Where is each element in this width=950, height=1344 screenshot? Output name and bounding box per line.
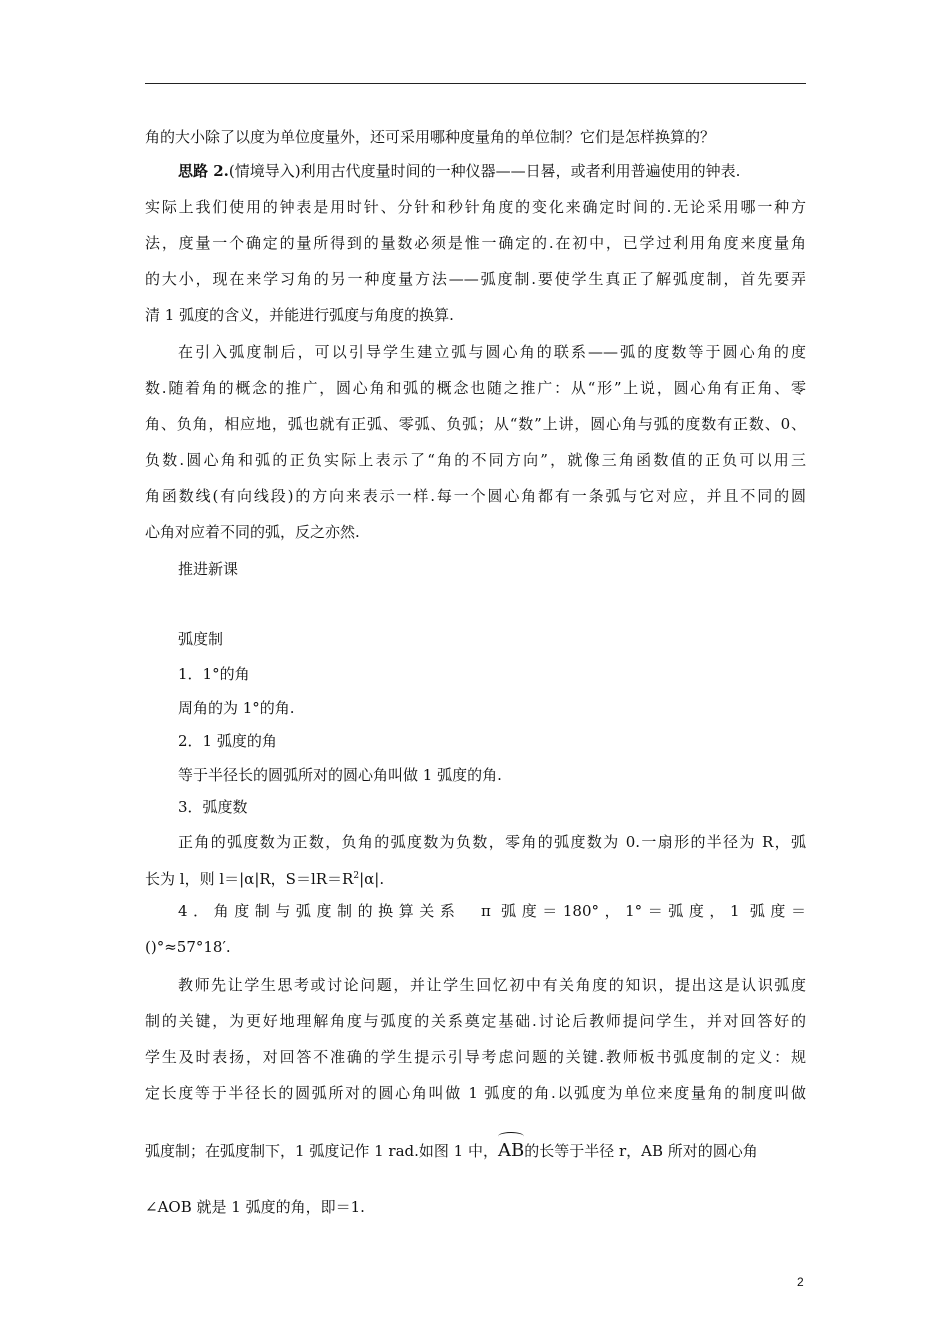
text-line: 周角的为 1°的角. — [178, 699, 295, 717]
text-line: ∠AOB 就是 1 弧度的角，即＝1. — [145, 1198, 365, 1216]
text-line: 角函数线(有向线段)的方向来表示一样.每一个圆心角都有一条弧与它对应，并且不同的圆 — [145, 487, 806, 505]
text-line: 在引入弧度制后，可以引导学生建立弧与圆心角的联系——弧的度数等于圆心角的度 — [178, 343, 806, 361]
text-line: 负数.圆心角和弧的正负实际上表示了“角的不同方向”，就像三角函数值的正负可以用三 — [145, 451, 806, 469]
text-line — [178, 161, 740, 181]
text-line: 心角对应着不同的弧，反之亦然. — [145, 523, 360, 541]
section-heading: 推进新课 — [178, 560, 239, 578]
list-item: 2．1 弧度的角 — [178, 732, 277, 750]
text-line: 弧度制；在弧度制下，1 弧度记作 1 rad.如图 1 中，AB的长等于半径 r，AB 所对的圆心角 — [145, 1140, 758, 1161]
text-line: 数.随着角的概念的推广，圆心角和弧的概念也随之推广：从“形”上说，圆心角有正角、零 — [145, 379, 806, 397]
list-item: 3．弧度数 — [178, 798, 248, 816]
arc-ab: AB — [497, 1140, 525, 1161]
text-line: 制的关键，为更好地理解角度与弧度的关系奠定基础.讨论后教师提问学生，并对回答好的 — [145, 1012, 806, 1030]
text-line: 正角的弧度数为正数，负角的弧度数为负数，零角的弧度数为 0.一扇形的半径为 R，弧 — [178, 833, 806, 851]
text-line: 定长度等于半径长的圆弧所对的圆心角叫做 1 弧度的角.以弧度为单位来度量角的制度叫做 — [145, 1084, 806, 1102]
subheading: 弧度制 — [178, 630, 224, 648]
page-number: 2 — [797, 1275, 804, 1289]
text-line: 等于半径长的圆弧所对的圆心角叫做 1 弧度的角. — [178, 766, 502, 784]
list-item: 1．1°的角 — [178, 665, 250, 683]
silu-text: (情境导入)利用古代度量时间的一种仪器——日晷，或者利用普遍使用的钟表. — [228, 162, 741, 180]
text-line: 教师先让学生思考或讨论问题，并让学生回忆初中有关角度的知识，提出这是认识弧度 — [178, 976, 806, 994]
text-line: 学生及时表扬，对回答不准确的学生提示引导考虑问题的关键.教师板书弧度制的定义：规 — [145, 1048, 806, 1066]
text-line: 角、负角，相应地，弧也就有正弧、零弧、负弧；从“数”上讲，圆心角与弧的度数有正数、0、 — [145, 415, 806, 433]
silu-label: 思路 2. — [178, 162, 229, 180]
text-line: 角的大小除了以度为单位度量外，还可采用哪种度量角的单位制？它们是怎样换算的？ — [145, 128, 716, 146]
formula-line: 长为 l，则 l＝|α|R，$S=lR=R^2|\alpha|$. — [145, 870, 385, 888]
header-rule — [145, 83, 806, 84]
text-line: 的大小，现在来学习角的另一种度量方法——弧度制.要使学生真正了解弧度制，首先要弄 — [145, 270, 806, 288]
text-line: 清 1 弧度的含义，并能进行弧度与角度的换算. — [145, 306, 454, 324]
text-line: ()°≈57°18′. — [145, 938, 231, 956]
list-item: 4．角度制与弧度制的换算关系 π 弧度＝180°，1°＝弧度，1 弧度＝ — [178, 902, 806, 920]
text-line: 实际上我们使用的钟表是用时针、分针和秒针角度的变化来确定时间的.无论采用哪一种方 — [145, 198, 806, 216]
text-line: 法，度量一个确定的量所得到的量数必须是惟一确定的.在初中，已学过利用角度来度量角 — [145, 234, 806, 252]
